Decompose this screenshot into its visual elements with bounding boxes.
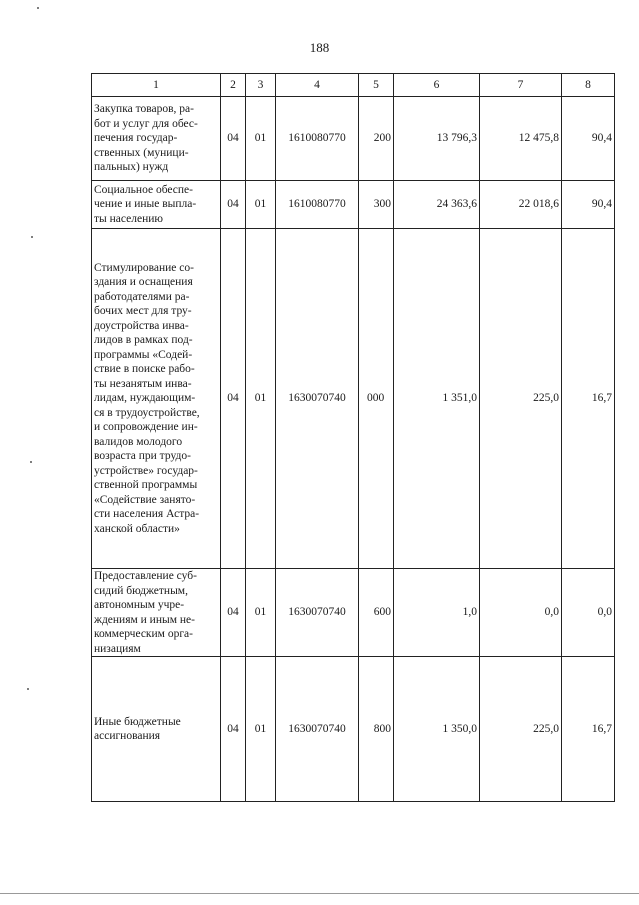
target-article-code: 1610080770 <box>276 181 359 229</box>
subsection-code: 01 <box>246 229 276 569</box>
section-code: 04 <box>221 569 246 657</box>
margin-mark <box>30 461 32 463</box>
table-row <box>92 657 615 802</box>
execution-percent: 0,0 <box>562 569 615 657</box>
execution-percent: 16,7 <box>562 229 615 569</box>
expense-name: Иные бюджетные ассигнования <box>92 657 221 802</box>
column-header: 8 <box>562 74 615 97</box>
margin-mark <box>31 236 33 238</box>
planned-amount: 24 363,6 <box>394 181 480 229</box>
actual-amount: 0,0 <box>480 569 562 657</box>
planned-amount: 1,0 <box>394 569 480 657</box>
section-code: 04 <box>221 657 246 802</box>
target-article-code: 1610080770 <box>276 97 359 181</box>
page-bottom-rule <box>0 893 639 894</box>
actual-amount: 225,0 <box>480 657 562 802</box>
table-row <box>92 97 615 181</box>
table-header-row <box>92 74 615 97</box>
subsection-code: 01 <box>246 657 276 802</box>
expense-type-code: 300 <box>359 181 394 229</box>
column-header: 5 <box>359 74 394 97</box>
budget-table <box>91 73 615 802</box>
margin-mark <box>27 688 29 690</box>
target-article-code: 1630070740 <box>276 569 359 657</box>
planned-amount: 1 351,0 <box>394 229 480 569</box>
expense-type-code: 800 <box>359 657 394 802</box>
target-article-code: 1630070740 <box>276 229 359 569</box>
planned-amount: 1 350,0 <box>394 657 480 802</box>
table-row <box>92 569 615 657</box>
execution-percent: 16,7 <box>562 657 615 802</box>
section-code: 04 <box>221 97 246 181</box>
section-code: 04 <box>221 181 246 229</box>
expense-name: Социальное обеспе- чение и иные выпла- ты населению <box>92 181 221 229</box>
target-article-code: 1630070740 <box>276 657 359 802</box>
section-code: 04 <box>221 229 246 569</box>
column-header: 1 <box>92 74 221 97</box>
column-header: 4 <box>276 74 359 97</box>
planned-amount: 13 796,3 <box>394 97 480 181</box>
column-header: 7 <box>480 74 562 97</box>
table-row <box>92 229 615 569</box>
actual-amount: 12 475,8 <box>480 97 562 181</box>
expense-type-code: 200 <box>359 97 394 181</box>
column-header: 6 <box>394 74 480 97</box>
expense-name: Предоставление суб- сидий бюджетным, автономным учре- ждениям и иным не- коммерческим орга- низациям <box>92 569 221 657</box>
actual-amount: 22 018,6 <box>480 181 562 229</box>
expense-type-code: 000 <box>359 229 394 569</box>
margin-mark <box>37 7 39 9</box>
execution-percent: 90,4 <box>562 97 615 181</box>
column-header: 2 <box>221 74 246 97</box>
column-header: 3 <box>246 74 276 97</box>
actual-amount: 225,0 <box>480 229 562 569</box>
execution-percent: 90,4 <box>562 181 615 229</box>
subsection-code: 01 <box>246 97 276 181</box>
expense-name: Стимулирование со- здания и оснащения работодателями ра- бочих мест для тру- доустройства инва- лидов в рамках под- программы «Содей- ствие в поиске рабо- ты незанятым инва- лидам, нуждающим- ся в трудоустройстве, и сопровождение ин- валидов молодого возраста при трудо- устройстве» государ- ственной программы «Содействие занято- сти населения Астра- ханской области» <box>92 229 221 569</box>
page-number: 188 <box>309 40 330 55</box>
subsection-code: 01 <box>246 181 276 229</box>
subsection-code: 01 <box>246 569 276 657</box>
table-row <box>92 181 615 229</box>
expense-type-code: 600 <box>359 569 394 657</box>
expense-name: Закупка товаров, ра- бот и услуг для обес- печения государ- ственных (муници- пальных) нужд <box>92 97 221 181</box>
